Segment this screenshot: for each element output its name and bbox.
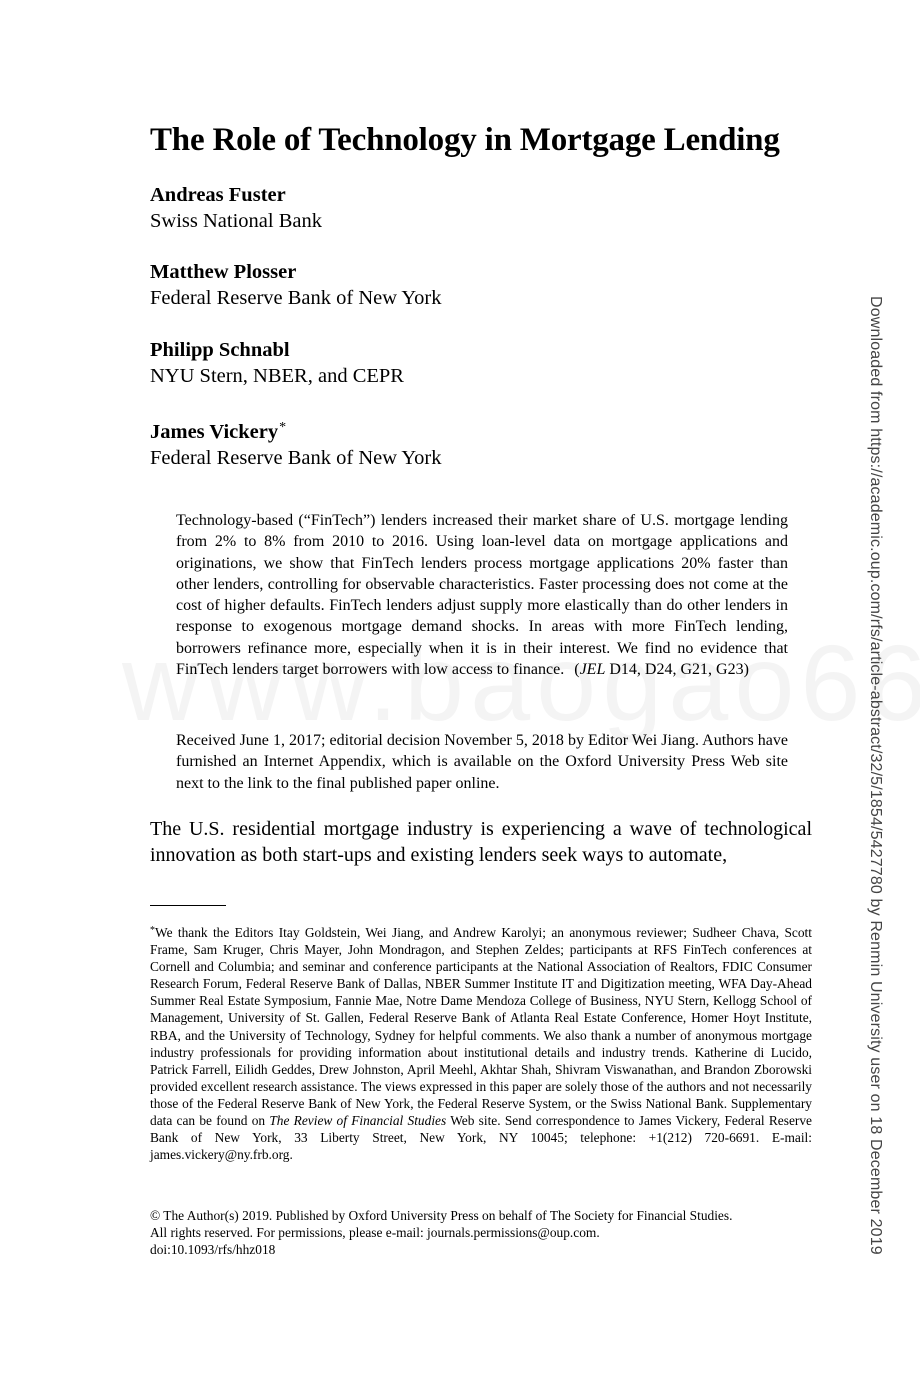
author-name: Philipp Schnabl xyxy=(150,339,290,361)
abstract-text: Technology-based (“FinTech”) lenders increased their market share of U.S. mortgage lending from 2% to 8% from 2010 to 2016. Using loan-level data on mortgage applications and originations, we show that FinTech lenders process mortgage applications 20% faster than other lenders, controlling for observable characteristics. Faster processing does not come at the cost of higher defaults. FinTech lenders adjust supply more elastically than do other lenders in response to exogenous mortgage demand shocks. In areas with more FinTech lending, borrowers refinance more, especially when it is in their interest. We find no evidence that FinTech lenders target borrowers with low access to finance. xyxy=(176,512,788,679)
footnote-marker: * xyxy=(279,420,287,435)
copyright-block xyxy=(150,1207,812,1258)
author-affiliation: Swiss National Bank xyxy=(150,210,322,232)
author-name: Andreas Fuster xyxy=(150,184,286,206)
author-block-3 xyxy=(150,337,404,389)
rights-line: All rights reserved. For permissions, please e-mail: journals.permissions@oup.com. xyxy=(150,1225,600,1241)
intro-paragraph: The U.S. residential mortgage industry is experiencing a wave of technological innovation as both start-ups and existing lenders seek ways to automate, xyxy=(150,818,812,866)
author-block-1 xyxy=(150,182,322,234)
author-block-2 xyxy=(150,259,442,311)
jel-open: ( xyxy=(574,661,580,679)
author-affiliation: Federal Reserve Bank of New York xyxy=(150,287,442,309)
abstract xyxy=(176,510,788,680)
footnote-divider xyxy=(150,905,226,906)
received-note: Received June 1, 2017; editorial decision November 5, 2018 by Editor Wei Jiang. Authors have furnished an Internet Appendix, which is available on the Oxford University Press Web site next to the link to the final published paper online. xyxy=(176,732,788,792)
author-name: Matthew Plosser xyxy=(150,261,297,283)
jel-codes: D14, D24, G21, G23) xyxy=(605,661,749,679)
jel-label: JEL xyxy=(579,661,606,679)
doi-line: doi:10.1093/rfs/hhz018 xyxy=(150,1242,276,1258)
copyright-line: © The Author(s) 2019. Published by Oxford University Press on behalf of The Society for Financial Studies. xyxy=(150,1208,733,1223)
author-name: James Vickery xyxy=(150,421,279,443)
author-affiliation: NYU Stern, NBER, and CEPR xyxy=(150,365,404,387)
author-affiliation: Federal Reserve Bank of New York xyxy=(150,447,442,469)
footnote-mark: * xyxy=(150,925,155,936)
author-block-4 xyxy=(150,415,442,471)
footnote-text-before: We thank the Editors Itay Goldstein, Wei Jiang, and Andrew Karolyi; an anonymous reviewer; Sudheer Chava, Scott Frame, Sam Kruger, Chris Mayer, John Mondragon, and Stephen Zeldes; participants at RFS FinTech conferences at Cornell and Columbia; and seminar and conference participants at the National Association of Realtors, FDIC Consumer Research Forum, Federal Reserve Bank of Dallas, NBER Summer Institute IT and Digitization meeting, WFA Day-Ahead Summer Real Estate Symposium, Fannie Mae, Notre Dame Mendoza College of Business, NYU Stern, Kellogg School of Management, University of St. Gallen, Federal Reserve Bank of Atlanta Real Estate Conference, Homer Hoyt Institute, RBA, and the University of Technology, Sydney for helpful comments. We also thank a number of anonymous mortgage industry professionals for providing information about institutional details and industry trends. Katherine di Lucido, Patrick Farrell, Eilidh Geddes, Drew Johnston, April Meehl, Akhtar Shah, Shivram Viswanathan, and Brandon Zborowski provided excellent research assistance. The views expressed in this paper are solely those of the authors and not necessarily those of the Federal Reserve Bank of New York, the Federal Reserve System, or the Swiss National Bank. Supplementary data can be found on xyxy=(150,925,812,1129)
download-notice: Downloaded from https://academic.oup.com/rfs/article-abstract/32/5/1854/5427780 by Renmin University user on 18 December 2019 xyxy=(867,296,884,1255)
journal-name: The Review of Financial Studies xyxy=(269,1113,447,1129)
acknowledgment-footnote xyxy=(150,922,812,1163)
footnote-text-after: Web site. Send correspondence to James Vickery, Federal Reserve Bank of New York, 33 Liberty Street, New York, NY 10045; telephone: +1(212) 720-6691. E-mail: james.vickery@ny.frb.org. xyxy=(150,1113,812,1163)
paper-title: The Role of Technology in Mortgage Lending xyxy=(150,122,780,158)
